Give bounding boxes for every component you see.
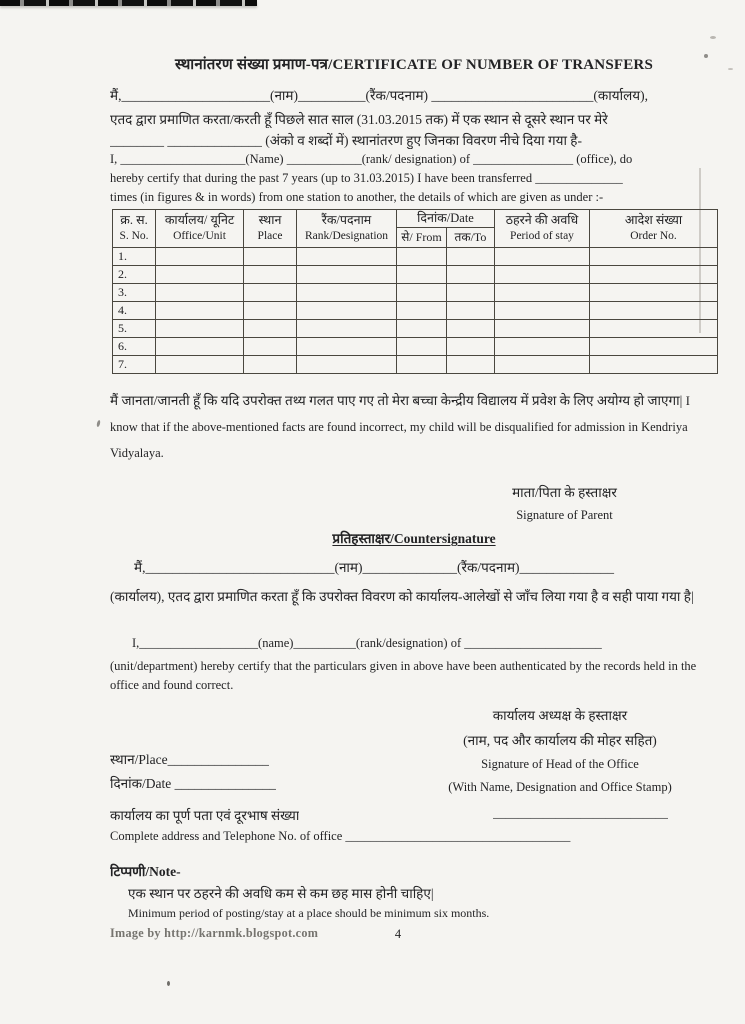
cell-empty — [156, 319, 244, 337]
parent-signature-hindi: माता/पिता के हस्ताक्षर — [512, 485, 617, 500]
office-address-english — [110, 829, 718, 844]
head-signature-hindi-line2: (नाम, पद और कार्यालय की मोहर सहित) — [463, 733, 657, 748]
intro-english-line3: times (in figures & in words) from one station to another, the details of which are given as under :- — [110, 190, 604, 204]
countersignature-hindi-body: (कार्यालय), एतद द्वारा प्रमाणित करता हूँ कि उपरोक्त विवरण को कार्यालय-आलेखों से जाँच लिया गया है व सही पाया गया है| — [110, 589, 694, 604]
cell-empty — [297, 301, 397, 319]
cell-empty — [297, 283, 397, 301]
scan-torn-edge-top-left — [0, 0, 257, 6]
cell-empty — [244, 265, 297, 283]
date-field: दिनांक/Date _______________ — [110, 776, 276, 791]
cell-empty — [590, 319, 718, 337]
note-hindi: एक स्थान पर ठहरने की अवधि कम से कम छह मास होनी चाहिए| — [128, 886, 434, 901]
col-period-of-stay — [495, 210, 590, 248]
cell-serial: 4. — [113, 301, 156, 319]
cell-empty — [447, 301, 495, 319]
cell-empty — [244, 355, 297, 373]
col-serial-number-hindi: क्र. स. — [120, 213, 148, 228]
cell-serial: 2. — [113, 265, 156, 283]
table-row-4 — [113, 301, 718, 319]
cell-empty — [297, 319, 397, 337]
countersignature-heading: प्रतिहस्ताक्षर/Countersignature — [332, 531, 496, 546]
declaration-english: I know that if the above-mentioned facts are found incorrect, my child will be disqualified for admission in Kendriya Vidyalaya. — [110, 394, 690, 460]
cell-empty — [397, 319, 447, 337]
table-row-6 — [113, 337, 718, 355]
col-order-number-english: Order No. — [630, 230, 677, 243]
declaration-paragraph — [110, 388, 718, 466]
cell-empty — [590, 355, 718, 373]
col-period-of-stay-english: Period of stay — [510, 230, 574, 243]
cell-empty — [297, 247, 397, 265]
cell-empty — [397, 265, 447, 283]
cell-empty — [590, 265, 718, 283]
office-address-label-hindi: कार्यालय का पूर्ण पता एवं दूरभाष संख्या — [110, 808, 300, 823]
table-row-5 — [113, 319, 718, 337]
cell-empty — [397, 301, 447, 319]
intro-english-line1: I, ____________________(Name) ____________(rank/ designation) of ________________ (office), do — [110, 152, 633, 166]
table-row-1 — [113, 247, 718, 265]
parent-signature-english: Signature of Parent — [516, 508, 613, 522]
cell-empty — [397, 337, 447, 355]
place-field: स्थान/Place_______________ — [110, 752, 269, 767]
cell-serial: 5. — [113, 319, 156, 337]
cell-empty — [590, 283, 718, 301]
cell-empty — [495, 355, 590, 373]
intro-english-line2: hereby certify that during the past 7 years (up to 31.03.2015) I have been transferred ______________ — [110, 171, 623, 185]
cell-empty — [447, 247, 495, 265]
cell-empty — [495, 337, 590, 355]
col-place-english: Place — [257, 230, 283, 243]
cell-empty — [244, 319, 297, 337]
col-rank-designation-english: Rank/Designation — [304, 230, 389, 243]
cell-empty — [495, 301, 590, 319]
intro-hindi-line1: मैं,______________________(नाम)__________(रैंक/पदनाम) ________________________(कार्यालय), — [110, 88, 648, 103]
cell-empty — [590, 247, 718, 265]
cell-empty — [156, 355, 244, 373]
cell-empty — [590, 301, 718, 319]
scan-speck — [710, 36, 716, 39]
col-order-number — [590, 210, 718, 248]
cell-empty — [244, 301, 297, 319]
cell-empty — [297, 355, 397, 373]
office-address-label-english: Complete address and Telephone No. of office — [110, 829, 346, 843]
head-signature-english-line2: (With Name, Designation and Office Stamp) — [448, 780, 672, 794]
cell-empty — [244, 283, 297, 301]
scan-speck — [167, 981, 170, 986]
cell-empty — [447, 355, 495, 373]
table-row-3 — [113, 283, 718, 301]
cell-empty — [495, 247, 590, 265]
cell-empty — [156, 301, 244, 319]
col-rank-designation — [297, 210, 397, 248]
col-office-unit-hindi: कार्यालय/ यूनिट — [164, 213, 235, 228]
cell-empty — [156, 247, 244, 265]
col-order-number-hindi: आदेश संख्या — [624, 213, 683, 228]
image-credit: Image by http://karnmk.blogspot.com — [110, 926, 319, 940]
transfers-table — [112, 209, 718, 374]
col-serial-number-english: S. No. — [119, 230, 149, 243]
cell-empty — [244, 337, 297, 355]
declaration-hindi: मैं जानता/जानती हूँ कि यदि उपरोक्त तथ्य गलत पाए गए तो मेरा बच्चा केन्द्रीय विद्यालय में प्रवेश के लिए अयोग्य हो जाएगा| — [110, 393, 686, 408]
cell-empty — [447, 265, 495, 283]
col-date-from: से/ From — [397, 227, 447, 247]
office-address-blank-hindi: ____________________________ — [493, 806, 668, 820]
scan-speck — [96, 420, 101, 428]
intro-hindi-line2: एतद द्वारा प्रमाणित करता/करती हूँ पिछले सात साल (31.03.2015 तक) में एक स्थान से दूसरे स्थान पर मेरे — [110, 112, 608, 127]
col-date-group: दिनांक/Date — [397, 210, 495, 228]
col-date-to: तक/To — [447, 227, 495, 247]
cell-empty — [244, 247, 297, 265]
cell-empty — [495, 265, 590, 283]
col-period-of-stay-hindi: ठहरने की अवधि — [505, 213, 579, 228]
intro-hindi-line3: ________ ______________ (अंको व शब्दों में) स्थानांतरण हुए जिनका विवरण नीचे दिया गया है- — [110, 133, 582, 148]
scan-speck — [728, 68, 733, 70]
cell-serial: 6. — [113, 337, 156, 355]
office-address-blank-english: ____________________________________ — [345, 829, 571, 843]
col-rank-designation-hindi: रैंक/पदनाम — [321, 213, 372, 228]
col-serial-number — [113, 210, 156, 248]
head-signature-english-line1: Signature of Head of the Office — [481, 757, 639, 771]
table-header-row — [113, 210, 718, 228]
form-title: स्थानांतरण संख्या प्रमाण-पत्र/CERTIFICATE OF NUMBER OF TRANSFERS — [174, 57, 654, 73]
note-heading: टिप्पणी/Note- — [110, 864, 181, 879]
table-row-7 — [113, 355, 718, 373]
cell-serial: 7. — [113, 355, 156, 373]
cell-empty — [397, 247, 447, 265]
parent-signature-block — [452, 481, 677, 527]
head-signature-hindi-line1: कार्यालय अध्यक्ष के हस्ताक्षर — [492, 708, 628, 723]
cell-empty — [447, 337, 495, 355]
cell-empty — [590, 337, 718, 355]
cell-empty — [397, 283, 447, 301]
cell-empty — [156, 265, 244, 283]
cell-empty — [297, 337, 397, 355]
table-row-2 — [113, 265, 718, 283]
cell-empty — [156, 283, 244, 301]
cell-empty — [156, 337, 244, 355]
countersignature-english-line1: I,___________________(name)__________(rank/designation) of ______________________ — [132, 636, 602, 650]
note-english: Minimum period of posting/stay at a place should be minimum six months. — [128, 906, 490, 920]
col-office-unit-english: Office/Unit — [173, 230, 226, 243]
col-place — [244, 210, 297, 248]
countersignature-english-body: (unit/department) hereby certify that the particulars given in above have been authenticated by the records held in the office and found correct. — [110, 659, 697, 692]
countersignature-hindi-line1: मैं,____________________________(नाम)______________(रैंक/पदनाम)______________ — [134, 560, 615, 575]
cell-serial: 3. — [113, 283, 156, 301]
cell-serial: 1. — [113, 247, 156, 265]
col-place-hindi: स्थान — [258, 213, 282, 228]
page-number: 4 — [394, 927, 402, 941]
cell-empty — [447, 319, 495, 337]
cell-empty — [447, 283, 495, 301]
cell-empty — [495, 283, 590, 301]
col-office-unit — [156, 210, 244, 248]
cell-empty — [397, 355, 447, 373]
cell-empty — [495, 319, 590, 337]
cell-empty — [297, 265, 397, 283]
